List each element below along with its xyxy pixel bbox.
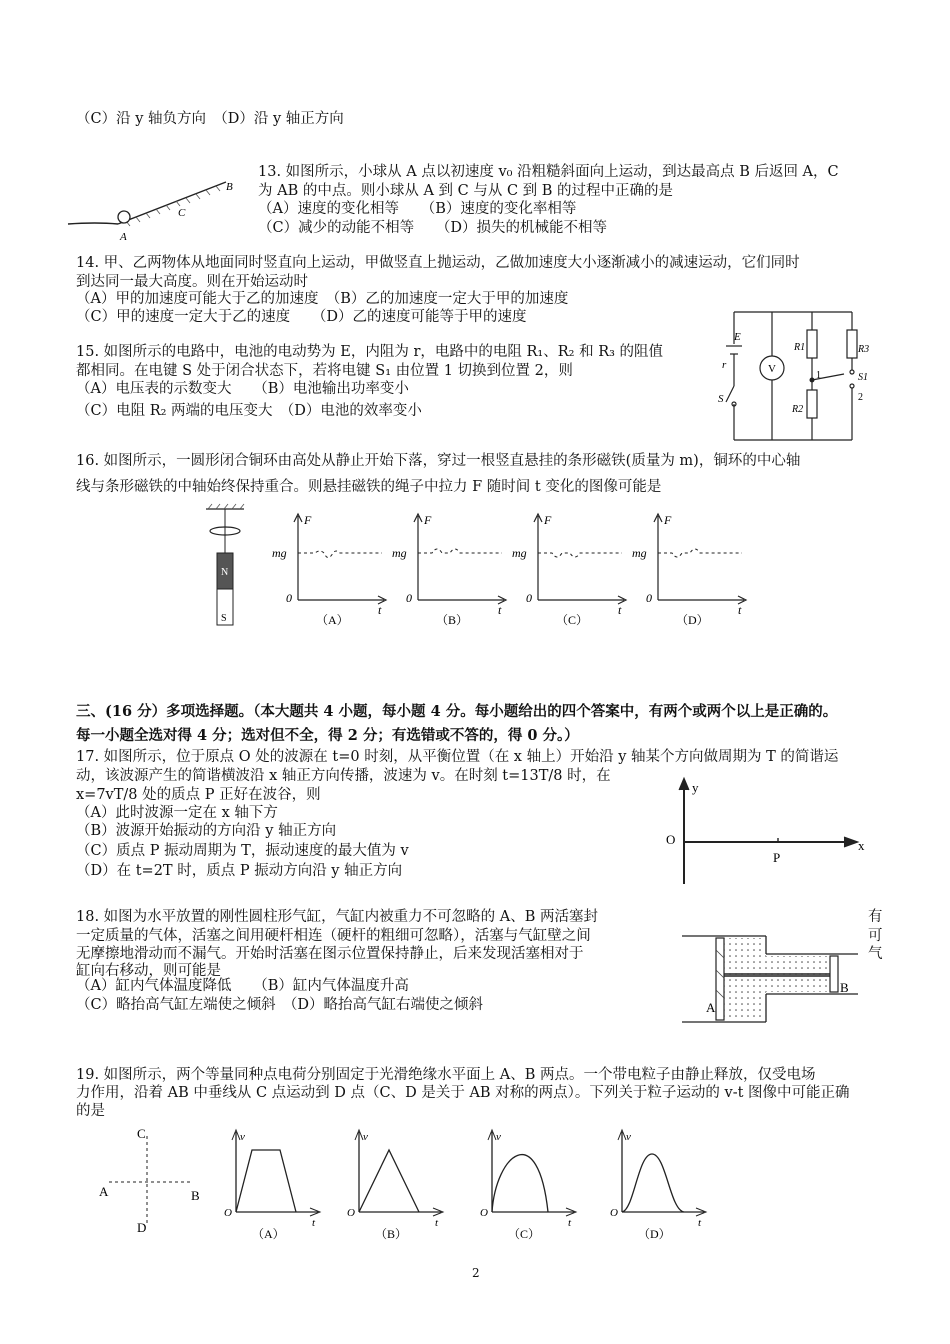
q13-line-1: 13. 如图所示，小球从 A 点以初速度 v₀ 沿粗糙斜面向上运动，到达最高点 B 后返回 A，C [258,164,839,180]
q17-option-b: （B）波源开始振动的方向沿 y 轴正方向 [76,823,337,839]
graph-c-origin: 0 [526,591,532,605]
vt-b-option: （B） [375,1227,408,1241]
graph-b-mg: mg [392,546,407,560]
vt-d-v: v [626,1131,631,1143]
q18-margin-char-1: 有 [868,909,883,925]
q19-line-2: 力作用，沿着 AB 中垂线从 C 点运动到 D 点（C、D 是关于 AB 对称的两点）。下列关于粒子运动的 v-t 图像中可能正确 [76,1085,850,1101]
q13-line-2: 为 AB 的中点。则小球从 A 到 C 与从 C 到 B 的过程中正确的是 [258,183,674,199]
q18-line-1: 18. 如图为水平放置的刚性圆柱形气缸，气缸内被重力不可忽略的 A、B 两活塞封 [76,909,599,925]
q17-option-c: （C）质点 P 振动周期为 T，振动速度的最大值为 v [76,843,409,859]
graph-a-mg: mg [272,546,287,560]
graph-a-origin: 0 [286,591,292,605]
q17-line-1: 17. 如图所示，位于原点 O 处的波源在 t=0 时刻，从平衡位置（在 x 轴上）开始沿 y 轴某个方向做周期为 T 的简谐运 [76,749,839,765]
q12-options-tail: （C）沿 y 轴负方向 （D）沿 y 轴正方向 [76,111,344,127]
graph-b-t: t [498,603,502,617]
charge-label-c: C [137,1126,146,1141]
graph-d-t: t [738,603,742,617]
charge-label-b: B [191,1188,200,1203]
vt-b-t: t [435,1217,439,1229]
wave-label-y: y [692,780,699,795]
q18-option-cd: （C）略抬高气缸左端使之倾斜 （D）略抬高气缸右端使之倾斜 [76,997,483,1013]
q16-line-1: 16. 如图所示，一圆形闭合铜环由高处从静止开始下落，穿过一根竖直悬挂的条形磁铁(质量为 m)，铜环的中心轴 [76,453,801,469]
wave-label-x: x [858,838,865,853]
q17-line-3: x=7vT/8 处的质点 P 正好在波谷，则 [76,787,321,803]
vt-a-v: v [240,1131,245,1143]
q13-option-ab: （A）速度的变化相等 （B）速度的变化率相等 [258,201,577,217]
wave-label-p: P [773,850,781,865]
vt-b-o: O [347,1207,355,1219]
magnet-n-label: N [221,567,229,578]
circuit-label-r3: R3 [858,344,870,355]
incline-label-a: A [120,231,127,243]
vt-d-option: （D） [638,1227,671,1241]
q18-margin-char-3: 气 [868,946,883,962]
graph-a-t: t [378,603,382,617]
circuit-label-s: S [718,393,724,405]
vt-graph-d [608,1124,718,1244]
q14-line-2: 到达同一最大高度。则在开始运动时 [76,274,308,290]
q14-option-cd: （C）甲的速度一定大于乙的速度 （D）乙的速度可能等于甲的速度 [76,309,527,325]
voltmeter-label: V [768,363,776,375]
section3-header-line-2: 每一小题全选对得 4 分；选对但不全，得 2 分；有选错或不答的，得 0 分。） [76,727,579,744]
q18-option-ab: （A）缸内气体温度降低 （B）缸内气体温度升高 [76,978,409,994]
circuit-label-r1: R1 [794,342,806,353]
magnet-s-label: S [221,613,227,624]
wave-label-o: O [666,832,676,847]
force-graph-c [510,510,630,630]
section3-header-line-1: 三、(16 分）多项选择题。（本大题共 4 小题，每小题 4 分。每小题给出的四个答案中，有两个或两个以上是正确的。 [76,703,838,720]
charge-label-a: A [99,1184,109,1199]
vt-b-v: v [363,1131,368,1143]
graph-d-origin: 0 [646,591,652,605]
circuit-label-pos1: 1 [816,370,821,381]
graph-a-f: F [304,513,312,527]
graph-d-option: （D） [676,613,709,627]
vt-c-v: v [496,1131,501,1143]
q18-line-2: 一定质量的气体，活塞之间用硬杆相连（硬杆的粗细可忽略），活塞与气缸壁之间 [76,928,591,944]
q17-option-d: （D）在 t=2T 时，质点 P 振动方向沿 y 轴正方向 [76,863,403,879]
incline-label-b: B [226,181,233,193]
q13-option-cd: （C）减少的动能不相等 （D）损失的机械能不相等 [258,220,607,236]
q19-line-3: 的是 [76,1103,105,1119]
vt-a-option: （A） [252,1227,285,1241]
graph-a-option: （A） [316,613,349,627]
vt-c-o: O [480,1207,488,1219]
force-graph-d [630,510,750,630]
graph-b-option: （B） [436,613,469,627]
incline-figure [66,176,241,246]
q18-margin-char-2: 可 [868,928,883,944]
piston-a-label: A [706,1000,716,1015]
vt-graph-c [478,1124,588,1244]
cylinder-figure [680,930,860,1026]
circuit-label-s1: S1 [858,372,868,383]
q18-line-3: 无摩擦地滑动而不漏气。开始时活塞在图示位置保持静止，后来发现活塞相对于 [76,946,584,962]
q14-line-1: 14. 甲、乙两物体从地面同时竖直向上运动，甲做竖直上抛运动，乙做加速度大小逐渐减小的减速运动，它们同时 [76,255,800,271]
vt-d-o: O [610,1207,618,1219]
q15-option-cd: （C）电阻 R₂ 两端的电压变大 （D）电池的效率变小 [76,403,422,419]
circuit-label-r: r [722,359,727,371]
charges-figure [95,1124,210,1234]
circuit-figure [712,306,892,446]
circuit-label-e: E [734,331,741,343]
graph-c-t: t [618,603,622,617]
graph-b-origin: 0 [406,591,412,605]
q15-option-ab: （A）电压表的示数变大 （B）电池输出功率变小 [76,381,409,397]
circuit-label-r2: R2 [792,404,804,415]
q19-line-1: 19. 如图所示，两个等量同种点电荷分别固定于光滑绝缘水平面上 A、B 两点。一个带电粒子由静止释放，仅受电场 [76,1067,816,1083]
graph-d-mg: mg [632,546,647,560]
vt-c-option: （C） [508,1227,541,1241]
q15-line-2: 都相同。在电键 S 处于闭合状态下，若将电键 S₁ 由位置 1 切换到位置 2，则 [76,363,573,379]
force-graph-a [270,510,390,630]
page-number: 2 [472,1266,480,1280]
vt-a-t: t [312,1217,316,1229]
circuit-label-pos2: 2 [858,392,863,403]
q17-option-a: （A）此时波源一定在 x 轴下方 [76,805,278,821]
charge-label-d: D [137,1220,147,1235]
graph-c-mg: mg [512,546,527,560]
vt-graph-a [222,1124,332,1244]
q17-line-2: 动，该波源产生的简谐横波沿 x 轴正方向传播，波速为 v。在时刻 t=13T/8 时，在 [76,768,611,784]
q14-option-ab: （A）甲的加速度可能大于乙的加速度 （B）乙的加速度一定大于甲的加速度 [76,291,569,307]
graph-d-f: F [664,513,672,527]
q16-line-2: 线与条形磁铁的中轴始终保持重合。则悬挂磁铁的绳子中拉力 F 随时间 t 变化的图像可能是 [76,479,662,495]
graph-b-f: F [424,513,432,527]
q15-line-1: 15. 如图所示的电路中，电池的电动势为 E，内阻为 r，电路中的电阻 R₁、R₂ 和 R₃ 的阻值 [76,344,664,360]
force-graph-b [390,510,510,630]
vt-d-t: t [698,1217,702,1229]
vt-a-o: O [224,1207,232,1219]
magnet-figure [200,505,250,630]
vt-graph-b [345,1124,455,1244]
q18-line-4: 缸向右移动，则可能是 [76,963,221,979]
graph-c-option: （C） [556,613,589,627]
incline-label-c: C [178,207,186,219]
vt-c-t: t [568,1217,572,1229]
wave-axes-figure [660,776,880,888]
piston-b-label: B [840,980,849,995]
graph-c-f: F [544,513,552,527]
